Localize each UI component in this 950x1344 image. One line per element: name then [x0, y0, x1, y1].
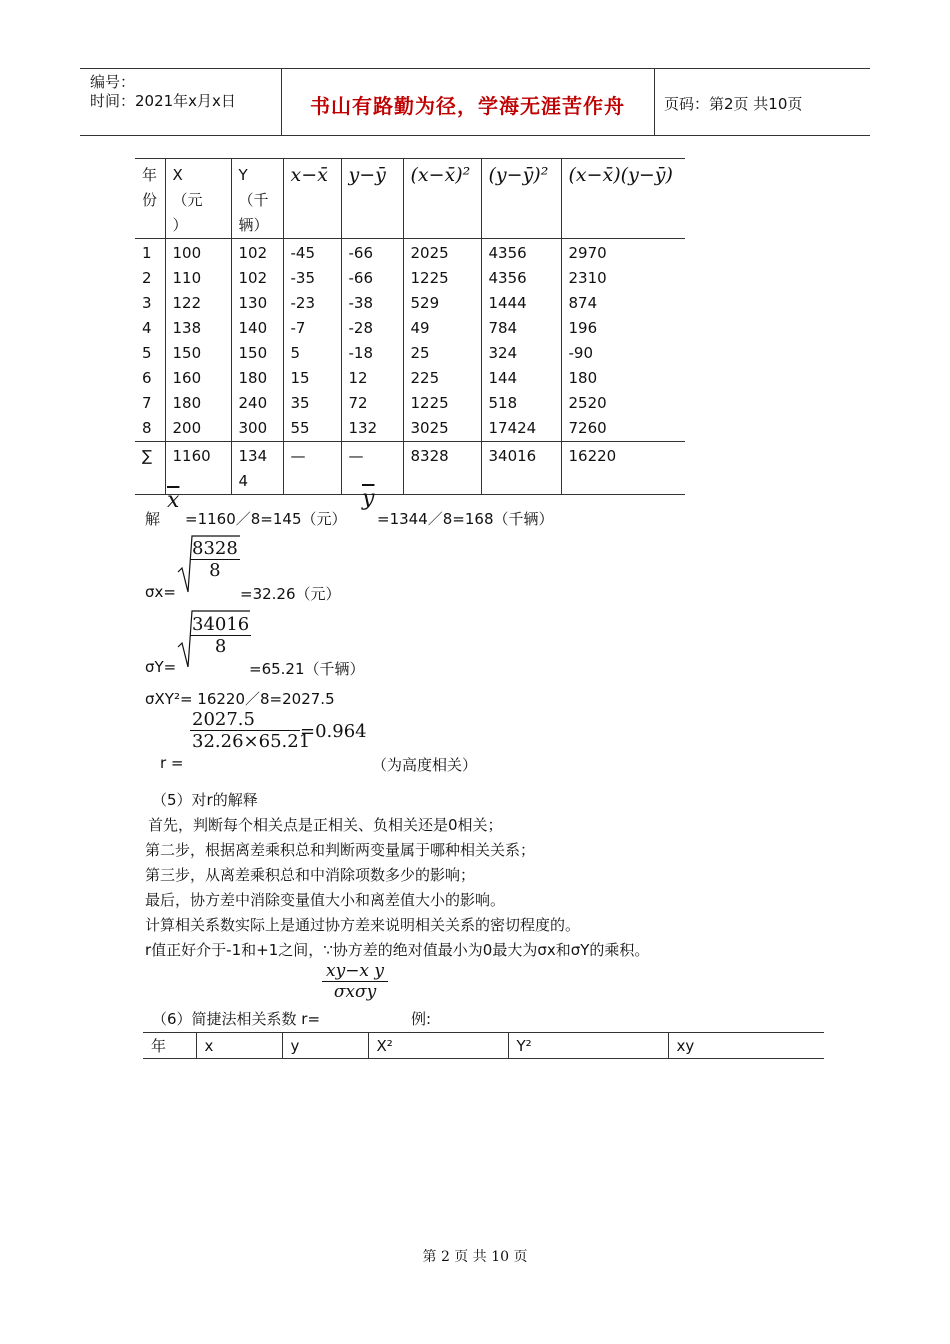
- cell-y: 240: [231, 391, 283, 416]
- sigma-x-label: σx=: [145, 583, 176, 601]
- ybar-symbol: $\overline{y}$: [362, 486, 375, 511]
- shortcut-col-x: x: [196, 1033, 282, 1059]
- sum-dxdy: 16220: [561, 442, 685, 495]
- cell-dy: -66: [341, 266, 403, 291]
- shortcut-table: [143, 1032, 824, 1059]
- header-y-line3: 辆）: [238, 216, 269, 234]
- cell-dy: 132: [341, 416, 403, 442]
- table-row: [135, 391, 685, 416]
- explanation-line-1: 首先，判断每个相关点是正相关、负相关还是0相关；: [148, 816, 503, 834]
- cell-x: 110: [165, 266, 231, 291]
- shortcut-label: （6）简捷法相关系数 r=: [152, 1010, 321, 1028]
- cell-dy: -66: [341, 239, 403, 267]
- header-year-line1: 年: [142, 166, 158, 184]
- explanation-line-2: 第二步，根据离差乘积总和判断两变量属于哪种相关关系；: [145, 841, 536, 859]
- cell-dx2: 225: [403, 366, 481, 391]
- sigma-x-den: 8: [209, 560, 221, 581]
- cell-y: 300: [231, 416, 283, 442]
- r-fraction: [190, 709, 312, 752]
- r-note: （为高度相关）: [372, 756, 478, 774]
- correlation-table: [135, 158, 685, 495]
- cell-x: 160: [165, 366, 231, 391]
- sum-y-line1: 134: [238, 447, 268, 465]
- header-date: 时间：2021年x月x日: [90, 92, 236, 110]
- sigma-xy-line: σXY²= 16220／8=2027.5: [145, 690, 335, 708]
- header-y-line2: （千: [238, 191, 269, 209]
- header-x-line2: （元: [172, 191, 203, 209]
- r-label: r =: [160, 754, 184, 772]
- cell-dx2: 1225: [403, 266, 481, 291]
- r-result: =0.964: [300, 721, 367, 742]
- sum-x: 1160: [165, 442, 231, 495]
- header-dxdy: (x−x̄)(y−ȳ): [561, 159, 685, 239]
- cell-dy: 72: [341, 391, 403, 416]
- sigma-x-num: 8328: [192, 538, 238, 559]
- cell-dy2: 784: [481, 316, 561, 341]
- cell-dx: -23: [283, 291, 341, 316]
- cell-dxdy: 2970: [561, 239, 685, 267]
- sigma-y-den: 8: [214, 636, 227, 657]
- explanation-line-6: r值正好介于-1和+1之间，∵协方差的绝对值最小为0最大为σx和σY的乘积。: [145, 941, 650, 959]
- cell-dx: 5: [283, 341, 341, 366]
- header-y: [231, 159, 283, 239]
- cell-dx: 35: [283, 391, 341, 416]
- sum-dx2: 8328: [403, 442, 481, 495]
- header-x-line1: X: [172, 166, 183, 184]
- cell-year: 1: [142, 244, 152, 262]
- cell-x: 150: [165, 341, 231, 366]
- sum-dy: —: [341, 442, 403, 495]
- sum-dy2: 34016: [481, 442, 561, 495]
- cell-dx2: 49: [403, 316, 481, 341]
- cell-year: 2: [142, 269, 152, 287]
- header-page: 页码：第2页 共10页: [664, 95, 803, 113]
- shortcut-header-row: [143, 1033, 824, 1059]
- table-header-row: [135, 159, 685, 239]
- cell-dy2: 17424: [481, 416, 561, 442]
- sigma-y-result: =65.21（千辆）: [249, 660, 365, 678]
- header-bottom-rule: [80, 135, 870, 136]
- cell-dy2: 518: [481, 391, 561, 416]
- ybar-value: =1344／8=168（千辆）: [377, 510, 554, 528]
- table-row: [135, 266, 685, 291]
- table-row: [135, 291, 685, 316]
- cell-year: 8: [142, 419, 152, 437]
- cell-dxdy: 7260: [561, 416, 685, 442]
- cell-year: 3: [142, 294, 152, 312]
- cell-dxdy: 196: [561, 316, 685, 341]
- shortcut-col-xy: xy: [668, 1033, 824, 1059]
- cell-dy2: 144: [481, 366, 561, 391]
- cell-dy: -18: [341, 341, 403, 366]
- header-dx2: (x−x̄)²: [403, 159, 481, 239]
- cell-dy2: 324: [481, 341, 561, 366]
- header-divider-right: [654, 68, 655, 135]
- explanation-line-4: 最后，协方差中消除变量值大小和离差值大小的影响。: [145, 891, 506, 909]
- cell-dy: -38: [341, 291, 403, 316]
- cell-y: 150: [231, 341, 283, 366]
- sum-dx: —: [283, 442, 341, 495]
- cell-dx: -45: [283, 239, 341, 267]
- cell-dy2: 4356: [481, 266, 561, 291]
- header-dx: x−x̄: [283, 159, 341, 239]
- cell-dy: 12: [341, 366, 403, 391]
- shortcut-col-y: y: [282, 1033, 368, 1059]
- header-year-line2: 份: [142, 191, 158, 209]
- cell-y: 140: [231, 316, 283, 341]
- cell-y: 102: [231, 266, 283, 291]
- header-x-line3: ）: [172, 216, 188, 234]
- sigma-x-fraction: [190, 538, 240, 581]
- sum-y-line2: 4: [238, 472, 249, 490]
- cell-dxdy: 874: [561, 291, 685, 316]
- cell-dy2: 4356: [481, 239, 561, 267]
- cell-dx2: 1225: [403, 391, 481, 416]
- shortcut-col-y2: Y²: [508, 1033, 668, 1059]
- sigma-y-label: σY=: [145, 658, 177, 676]
- explanation-title: （5）对r的解释: [152, 791, 258, 809]
- sigma-y-fraction: [190, 614, 251, 657]
- shortcut-den: σxσy: [333, 982, 377, 1002]
- table-row: [135, 416, 685, 442]
- cell-year: 4: [142, 319, 152, 337]
- header-dy2: (y−ȳ)²: [481, 159, 561, 239]
- cell-year: 5: [142, 344, 152, 362]
- cell-y: 130: [231, 291, 283, 316]
- cell-x: 200: [165, 416, 231, 442]
- sigma-x-result: =32.26（元）: [240, 585, 341, 603]
- cell-dy: -28: [341, 316, 403, 341]
- xbar-symbol: $\overline{x}$: [167, 488, 180, 513]
- table-sum-row: [135, 442, 685, 495]
- shortcut-fraction: [322, 961, 388, 1002]
- shortcut-col-x2: X²: [368, 1033, 508, 1059]
- cell-dxdy: -90: [561, 341, 685, 366]
- header-code: 编号：: [90, 73, 136, 91]
- cell-x: 100: [165, 239, 231, 267]
- explanation-line-5: 计算相关系数实际上是通过协方差来说明相关关系的密切程度的。: [145, 916, 581, 934]
- r-num: 2027.5: [190, 709, 300, 731]
- solution-jie: 解: [145, 510, 161, 528]
- cell-dx2: 3025: [403, 416, 481, 442]
- cell-dx: 15: [283, 366, 341, 391]
- header-top-rule: [80, 68, 870, 69]
- table-row: [135, 239, 685, 267]
- table-row: [135, 341, 685, 366]
- cell-dxdy: 2310: [561, 266, 685, 291]
- cell-x: 180: [165, 391, 231, 416]
- header-dy: y−ȳ: [341, 159, 403, 239]
- cell-dxdy: 180: [561, 366, 685, 391]
- cell-x: 122: [165, 291, 231, 316]
- cell-dxdy: 2520: [561, 391, 685, 416]
- sigma-y-num: 34016: [192, 614, 250, 635]
- cell-dx2: 2025: [403, 239, 481, 267]
- header-motto: 书山有路勤为径，学海无涯苦作舟: [310, 94, 625, 118]
- header-x: [165, 159, 231, 239]
- explanation-line-3: 第三步，从离差乘积总和中消除项数多少的影响；: [145, 866, 476, 884]
- shortcut-num: xy−x y: [322, 961, 388, 982]
- cell-dx: -7: [283, 316, 341, 341]
- cell-year: 6: [142, 369, 152, 387]
- cell-y: 180: [231, 366, 283, 391]
- table-row: [135, 366, 685, 391]
- header-year: [135, 159, 165, 239]
- footer-page: 第 2 页 共 10 页: [422, 1249, 528, 1265]
- cell-dy2: 1444: [481, 291, 561, 316]
- shortcut-example: 例:: [411, 1010, 432, 1028]
- cell-year: 7: [142, 394, 152, 412]
- cell-dx: 55: [283, 416, 341, 442]
- shortcut-col-year: 年: [143, 1033, 196, 1059]
- cell-x: 138: [165, 316, 231, 341]
- cell-y: 102: [231, 239, 283, 267]
- table-row: [135, 316, 685, 341]
- cell-dx2: 25: [403, 341, 481, 366]
- header-y-line1: Y: [238, 166, 248, 184]
- r-den: 32.26×65.21: [192, 731, 311, 752]
- xbar-value: =1160／8=145（元）: [185, 510, 347, 528]
- sum-symbol: ∑: [135, 442, 165, 495]
- cell-dx2: 529: [403, 291, 481, 316]
- cell-dx: -35: [283, 266, 341, 291]
- sum-y: [231, 442, 283, 495]
